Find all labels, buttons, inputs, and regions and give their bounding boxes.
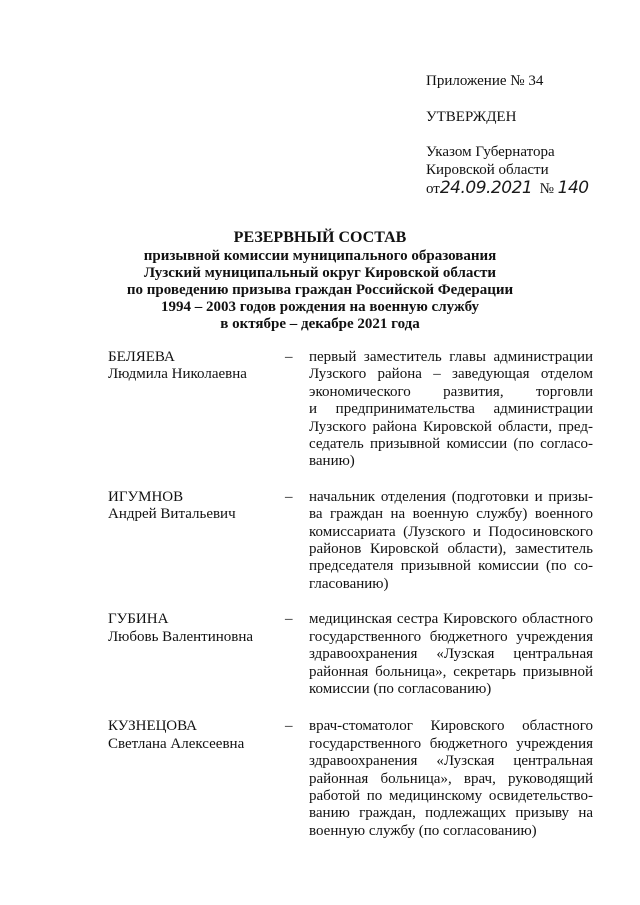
- member-given-name: Светлана Алексеевна: [108, 735, 245, 752]
- number-prefix: №: [539, 181, 554, 197]
- role-line: ва граждан на военную службу) военного: [309, 506, 593, 523]
- title-line-1: призывной комиссии муниципального образования: [143, 248, 497, 264]
- role-line: комиссии (по согласованию): [309, 680, 492, 697]
- member-role: [309, 611, 593, 698]
- title-line-5: в октябре – декабре 2021 года: [220, 316, 420, 332]
- decree-line-1: Указом Губернатора: [426, 144, 555, 160]
- document-title: [60, 228, 580, 333]
- role-line: работой по медицинскому освидетельство-: [309, 787, 593, 804]
- role-line: ванию): [309, 453, 355, 470]
- member-dash: –: [285, 718, 293, 735]
- title-line-2: Лузский муниципальный округ Кировской области: [143, 265, 497, 281]
- decree-block: [426, 143, 589, 198]
- role-line: председателя призывной комиссии (по со-: [309, 558, 593, 575]
- role-line: Лузского района – заведующая отделом: [309, 366, 593, 383]
- handwritten-number: 140: [557, 178, 589, 198]
- member-given-name: Людмила Николаевна: [108, 366, 247, 383]
- member-role: [309, 718, 593, 840]
- role-line: ванию граждан, подлежащих призыву на: [309, 805, 593, 822]
- role-line: врач-стоматолог Кировского областного: [309, 718, 593, 735]
- member-surname: КУЗНЕЦОВА: [108, 718, 197, 735]
- date-prefix: от: [426, 181, 440, 197]
- member-entry: [108, 611, 593, 698]
- member-dash: –: [285, 349, 293, 365]
- title-main: РЕЗЕРВНЫЙ СОСТАВ: [233, 229, 407, 246]
- member-role: [309, 349, 593, 471]
- member-given-name: Любовь Валентиновна: [108, 628, 254, 645]
- member-given-name: Андрей Витальевич: [108, 506, 236, 523]
- role-line: и предпринимательства администрации: [309, 401, 593, 418]
- role-line: Лузского района Кировской области, пред-: [309, 418, 593, 435]
- role-line: районная больница», секретарь призывной: [309, 663, 593, 680]
- role-line: государственного бюджетного учреждения: [309, 735, 593, 752]
- role-line: здравоохранения «Лузская центральная: [309, 646, 593, 663]
- role-line: начальник отделения (подготовки и призы-: [309, 488, 593, 505]
- role-line: комиссариата (Лузского и Подосиновского: [309, 523, 593, 540]
- members-list: [108, 349, 593, 840]
- role-line: седатель призывной комиссии (по согласо-: [309, 436, 593, 453]
- member-entry: [108, 718, 593, 840]
- decree-line-2: Кировской области: [426, 162, 549, 178]
- member-surname: ИГУМНОВ: [108, 488, 184, 505]
- role-line: гласованию): [309, 575, 389, 592]
- member-surname: БЕЛЯЕВА: [108, 349, 175, 365]
- member-dash: –: [285, 488, 293, 505]
- handwritten-date: 24.09.2021: [439, 178, 533, 198]
- member-name: [108, 718, 285, 840]
- role-line: военную службу (по согласованию): [309, 822, 537, 839]
- decree-date-line: [426, 179, 589, 198]
- appendix-label: Приложение № 34: [426, 73, 544, 89]
- role-line: медицинская сестра Кировского областного: [309, 611, 593, 628]
- member-entry: [108, 489, 593, 593]
- member-name: [108, 611, 285, 698]
- member-name: [108, 349, 285, 471]
- member-role: [309, 489, 593, 593]
- role-line: экономического развития, торговли: [309, 383, 593, 400]
- role-line: районов Кировской области), заместитель: [309, 541, 593, 558]
- title-line-4: 1994 – 2003 годов рождения на военную службу: [160, 299, 480, 315]
- member-dash: –: [285, 611, 293, 628]
- title-line-3: по проведению призыва граждан Российской Федерации: [126, 282, 514, 298]
- role-line: государственного бюджетного учреждения: [309, 628, 593, 645]
- role-line: первый заместитель главы администрации: [309, 349, 593, 365]
- role-line: здравоохранения «Лузская центральная: [309, 753, 593, 770]
- member-surname: ГУБИНА: [108, 611, 169, 628]
- member-name: [108, 489, 285, 593]
- member-entry: [108, 349, 593, 471]
- approved-label: УТВЕРЖДЕН: [426, 109, 517, 125]
- role-line: районная больница», врач, руководящий: [309, 770, 593, 787]
